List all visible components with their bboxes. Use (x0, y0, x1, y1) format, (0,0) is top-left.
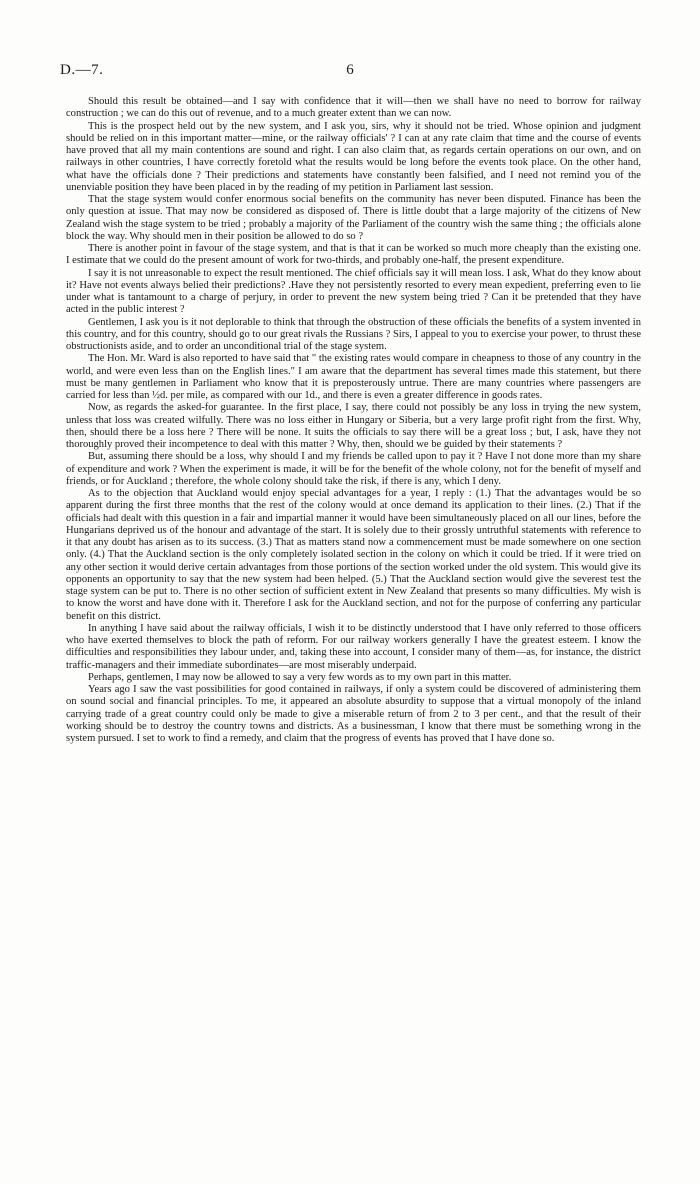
paragraph: That the stage system would confer enormous social benefits on the community has never been disputed. Finance has been the only question at issue. That may now be considered as disposed of. There is little doubt that a large majority of the citizens of New Zealand wish the stage system to be tried ; probably a majority of the Parliament of the country wish the same thing ; the officials alone block the way. Why should men in their position be allowed to do so ? (66, 194, 641, 242)
paragraph: This is the prospect held out by the new system, and I ask you, sirs, why it should not be tried. Whose opinion and judgment should be relied on in this important matter—mine, or the railway officials' ? I can at any rate claim that time and the course of events have proved that all my main contentions are sound and right. I can also claim that, as regards certain operations on our own, and on railways in other countries, I have correctly foretold what the results would be long before the events took place. On the other hand, what have the officials done ? Their predictions and statements have constantly been falsified, and I need not remind you of the unenviable position they have been placed in by the reading of my petition in Parliament last session. (66, 120, 641, 193)
page-number: 6 (346, 62, 354, 78)
document-reference: D.—7. (60, 62, 104, 78)
paragraph: Now, as regards the asked-for guarantee. In the first place, I say, there could not possibly be any loss in trying the new system, unless that loss was created wilfully. There was no loss either in Hungary or Siberia, but a very large profit right from the first. Why, then, should there be a loss here ? There will be none. It suits the officials to say there will be a great loss ; but, I ask, have they not thoroughly proved their incompetence to deal with this matter ? Why, then, should we be guided by their statements ? (66, 402, 641, 450)
paragraph: As to the objection that Auckland would enjoy special advantages for a year, I reply : (1.) That the advantages would be so apparent during the first three months that the rest of the colony would at once demand its application to their lines. (2.) That if the officials had dealt with this question in a fair and impartial manner it would have been simultaneously placed on all our lines, before the Hungarians deprived us of the honour and advantage of the start. It is solely due to their grossly untruthful statements with reference to it that any doubt has arisen as to its success. (3.) That as matters stand now a commencement must be made somewhere on one section only. (4.) That the Auckland section is the only completely isolated section in the colony on which it could be tried. If it were tried on any other section it would derive certain advantages from those portions of the section worked under the old system. This would give its opponents an opportunity to say that the new system had been helped. (5.) That the Auckland section would give the severest test the stage system can be put to. There is no other section of sufficient extent in New Zealand that presents so many difficulties. My wish is to know the worst and have done with it. Therefore I ask for the Auckland section, and not for the purpose of conferring any particular benefit on this district. (66, 488, 641, 622)
page-header (60, 62, 640, 82)
paragraph: Should this result be obtained—and I say with confidence that it will—then we shall have no need to borrow for railway construction ; we can do this out of revenue, and to a much greater extent than we can now. (66, 96, 641, 120)
paragraph: There is another point in favour of the stage system, and that is that it can be worked so much more cheaply than the existing one. I estimate that we could do the present amount of work for two-thirds, and probably one-half, the present expenditure. (66, 243, 641, 267)
paragraph: In anything I have said about the railway officials, I wish it to be distinctly understood that I have only referred to those officers who have exerted themselves to block the path of reform. For our railway workers generally I have the greatest esteem. I know the difficulties and responsibilities they labour under, and, taking these into account, I consider many of them—as, for instance, the district traffic-managers and their immediate subordinates—are most miserably underpaid. (66, 622, 641, 671)
paragraph: The Hon. Mr. Ward is also reported to have said that " the existing rates would compare in cheapness to those of any country in the world, and were even less than on the English lines." I am aware that the department has several times made this statement, but there must be many gentlemen in Parliament who know that it is preposterously untrue. There are many countries where passengers are carried for less than ½d. per mile, as compared with our 1d., and there is even a greater difference in goods rates. (66, 353, 641, 401)
body-text (66, 96, 641, 745)
paragraph: Gentlemen, I ask you is it not deplorable to think that through the obstruction of these officials the benefits of a system invented in this country, and for this country, should go to our great rivals the Russians ? Sirs, I appeal to you to exercise your power, to thrust these obstructionists aside, and to order an unconditional trial of the stage system. (66, 316, 641, 352)
paragraph: I say it is not unreasonable to expect the result mentioned. The chief officials say it will mean loss. I ask, What do they know about it? Have not events always belied their predictions? .Have they not persistently resorted to every mean expedient, preferring even to lie under what is tantamount to a charge of perjury, in order to prevent the new system being tried ? Can it be pretended that they have acted in the public interest ? (66, 267, 641, 316)
paragraph: Years ago I saw the vast possibilities for good contained in railways, if only a system could be discovered of administering them on sound social and financial principles. To me, it appeared an absolute absurdity to suppose that a virtual monopoly of the inland carrying trade of a great country could only be made to give a miserable return of from 2 to 3 per cent., and that the result of their working should be to destroy the country towns and districts. As a businessman, I know that there must be something wrong in the system pursued. I set to work to find a remedy, and claim that the progress of events has proved that I have done so. (66, 684, 641, 744)
paragraph: But, assuming there should be a loss, why should I and my friends be called upon to pay it ? Have I not done more than my share of expenditure and work ? When the experiment is made, it will be for the benefit of the whole colony, not for the benefit of myself and friends, or for Auckland ; therefore, the whole colony should take the risk, if there is any, which I deny. (66, 451, 641, 487)
paragraph: Perhaps, gentlemen, I may now be allowed to say a very few words as to my own part in this matter. (88, 671, 512, 683)
